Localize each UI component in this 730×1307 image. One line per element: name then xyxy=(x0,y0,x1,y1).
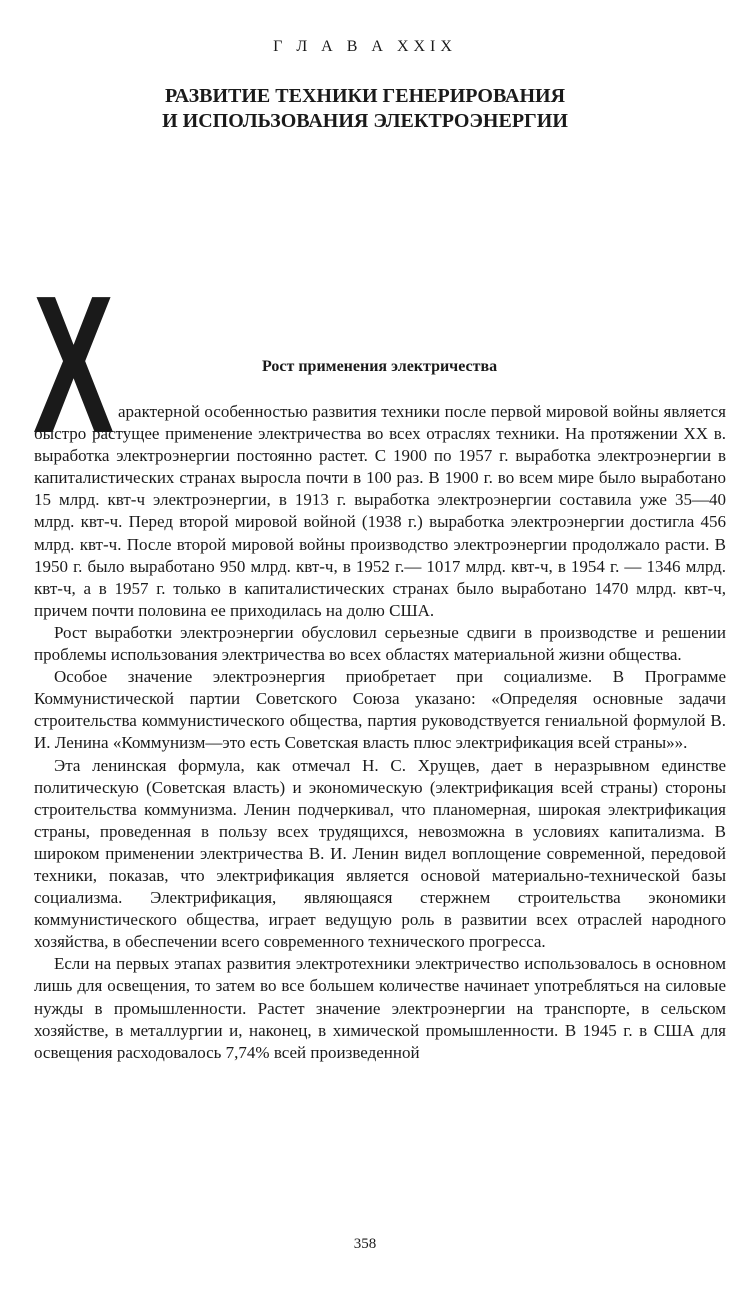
paragraph-2: Рост выработки электроэнергии обусловил серьезные сдвиги в производстве и решении проблемы использования электричества во всех областях материальной жизни общества. xyxy=(34,622,726,665)
paragraph-4: Эта ленинская формула, как отмечал Н. С. Хрущев, дает в неразрывном единстве политическую (Советская власть) и экономическую (электрификация всей страны) стороны строительства коммунизма. Ленин подчеркивал, что планомерная, широкая электрификация страны, проведенная в пользу всех трудящихся, невозможна в условиях капитализма. В широком применении электричества В. И. Ленин видел воплощение современной, передовой техники, показав, что электрификация является основой материально-технической базы социализма. Электрификация, являющаяся стержнем строительства экономики коммунистического общества, играет ведущую роль в развитии всех отраслей народного хозяйства, в обеспечении всего современного технического прогресса. xyxy=(34,755,726,952)
drop-cap-letter: Х xyxy=(33,255,115,474)
body-text xyxy=(34,401,726,1064)
paragraph-3: Особое значение электроэнергия приобретает при социализме. В Программе Коммунистической партии Советского Союза указано: «Определяя основные задачи строительства коммунистического общества, партия руководствуется гениальной формулой В. И. Ленина «Коммунизм—это есть Советская власть плюс электрификация всей страны»». xyxy=(34,667,726,753)
section-heading: Рост применения электричества xyxy=(262,358,498,375)
paragraph-1: арактерной особенностью развития техники после первой мировой войны является быстро растущее применение электричества во всех отраслях техники. На протяжении XX в. выработка электроэнергии постоянно растет. С 1900 по 1957 г. выработка электроэнергии в капиталистических странах выросла почти в 100 раз. В 1900 г. во всем мире было выработано 15 млрд. квт-ч электроэнергии, в 1913 г. выработка электроэнергии составила уже 35—40 млрд. квт-ч. Перед второй мировой войной (1938 г.) выработка электроэнергии достигла 456 млрд. квт-ч. После второй мировой войны производство электроэнергии продолжало расти. В 1950 г. было выработано 950 млрд. квт-ч, в 1952 г.— 1017 млрд. квт-ч, в 1954 г. — 1346 млрд. квт-ч, а в 1957 г. только в капиталистических странах было выработано 1470 млрд. квт-ч, причем почти половина ее приходилась на долю США. xyxy=(34,402,726,620)
chapter-title-line-1: РАЗВИТИЕ ТЕХНИКИ ГЕНЕРИРОВАНИЯ xyxy=(164,85,566,107)
paragraph-5: Если на первых этапах развития электротехники электричество использовалось в основном лишь для освещения, то затем во все большем количестве начинает употребляться на силовые нужды в промышленности. Растет значение электроэнергии на транспорте, в сельском хозяйстве, в металлургии и, наконец, в химической промышленности. В 1945 г. в США для освещения расходовалось 7,74% всей произведенной xyxy=(34,954,726,1062)
chapter-number: Г Л А В А XXIX xyxy=(273,38,457,55)
chapter-title-line-2: И ИСПОЛЬЗОВАНИЯ ЭЛЕКТРОЭНЕРГИИ xyxy=(162,110,568,132)
chapter-title xyxy=(0,84,730,134)
page-number: 358 xyxy=(353,1236,377,1252)
